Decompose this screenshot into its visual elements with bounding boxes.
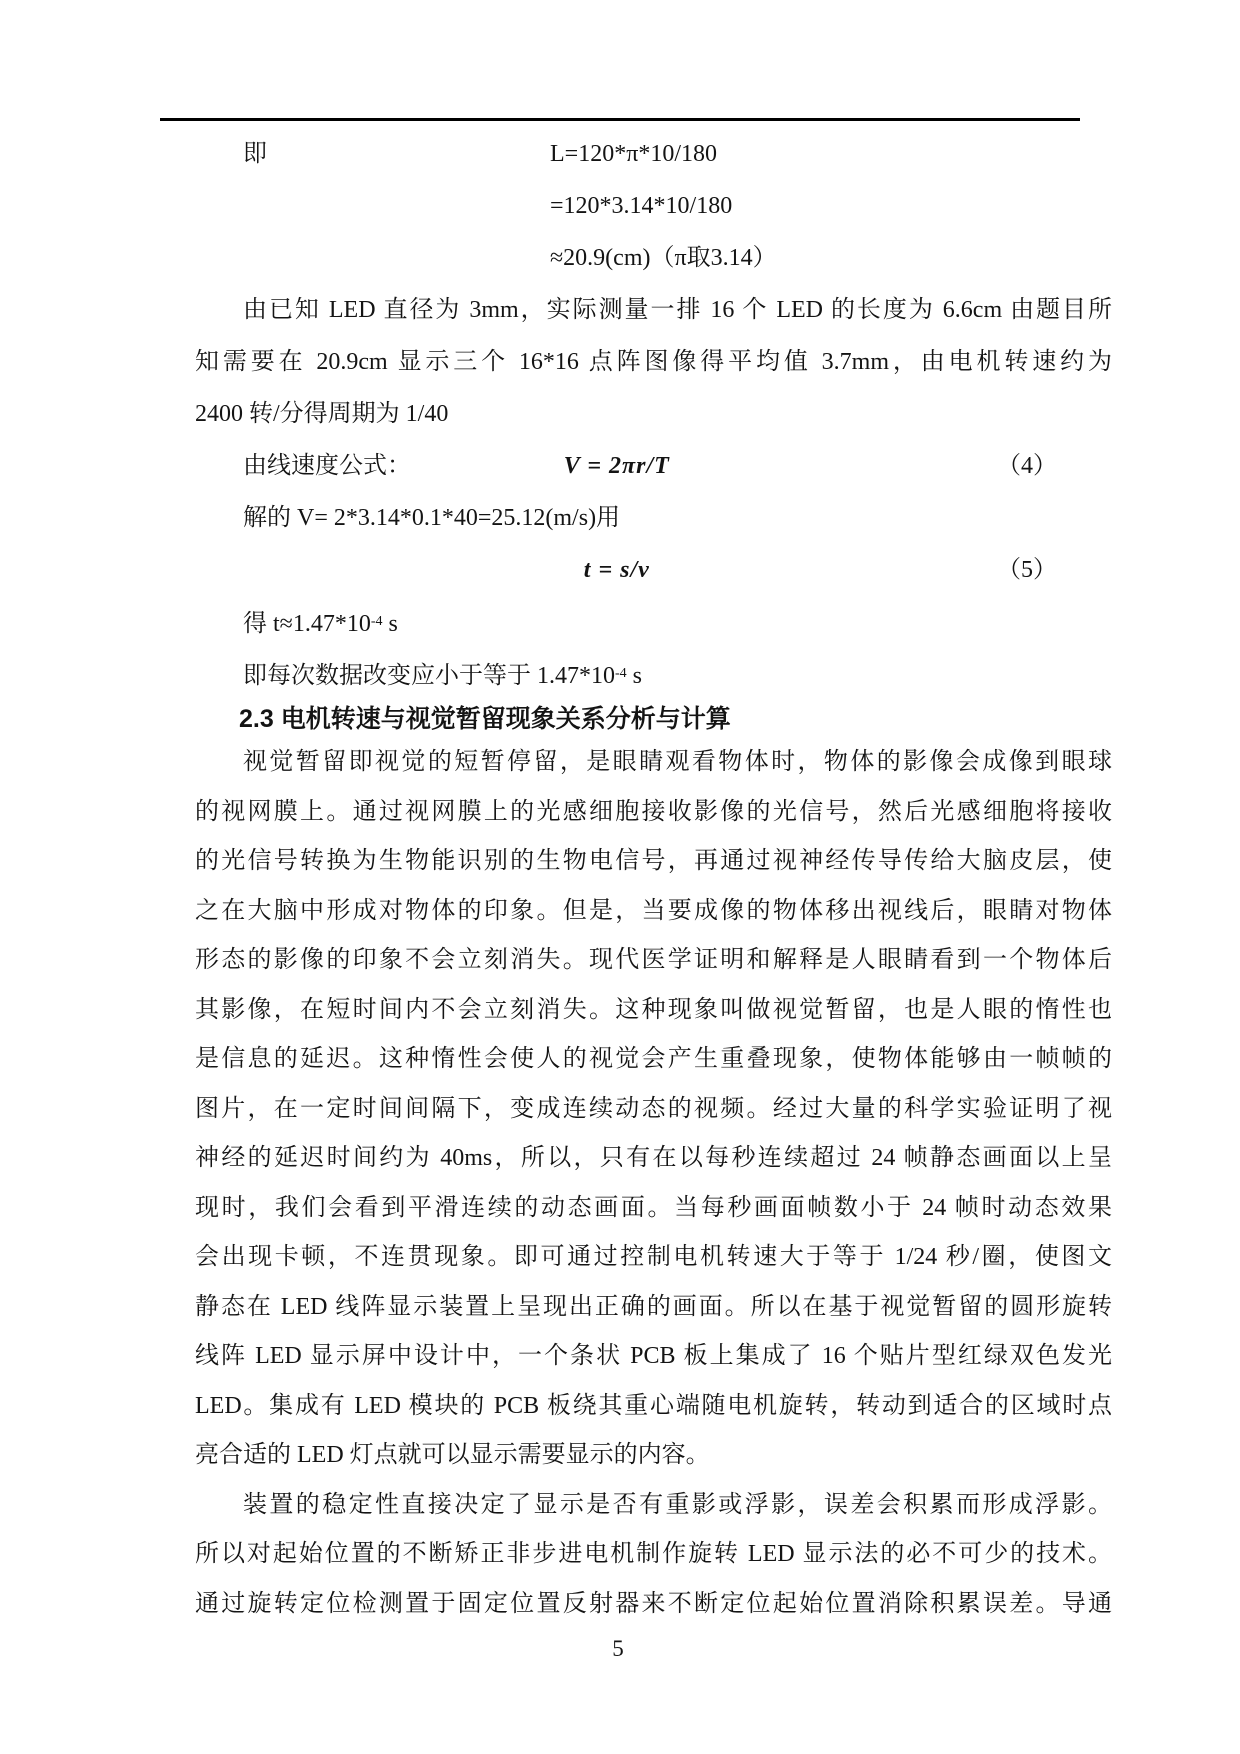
body-paragraph-line: 形态的影像的印象不会立刻消失。现代医学证明和解释是人眼睛看到一个物体后 <box>195 947 1112 973</box>
conclusion-line <box>195 648 1112 700</box>
equation-5-row <box>195 544 1112 596</box>
equation-5-formula: t = s/v <box>583 557 650 583</box>
body-paragraph-line: 现时，我们会看到平滑连续的动态画面。当每秒画面帧数小于 24 帧时动态效果 <box>195 1194 1112 1221</box>
body-paragraph-line: 静态在 LED 线阵显示装置上呈现出正确的画面。所以在基于视觉暂留的圆形旋转 <box>195 1293 1112 1320</box>
section-heading-2-3: 2.3 电机转速与视觉暂留现象关系分析与计算 <box>239 705 731 733</box>
body-paragraph-line: 神经的延迟时间约为 40ms，所以，只有在以每秒连续超过 24 帧静态画面以上呈 <box>195 1145 1112 1171</box>
body-paragraph-line: 其影像，在短时间内不会立刻消失。这种现象叫做视觉暂留，也是人眼的惰性也 <box>195 996 1112 1023</box>
paragraph-led-line2: 知需要在 20.9cm 显示三个 16*16 点阵图像得平均值 3.7mm，由电机转速约为 <box>195 349 1112 375</box>
body-paragraph-line: LED。集成有 LED 模块的 PCB 板绕其重心端随电机旋转，转动到适合的区域时点 <box>195 1392 1112 1419</box>
body-paragraph-line: 之在大脑中形成对物体的印象。但是，当要成像的物体移出视线后，眼睛对物体 <box>195 897 1112 924</box>
page-number: 5 <box>612 1636 624 1661</box>
body-paragraph-line: 是信息的延迟。这种惰性会使人的视觉会产生重叠现象，使物体能够由一帧帧的 <box>195 1046 1112 1072</box>
body-paragraph-line: 会出现卡顿，不连贯现象。即可通过控制电机转速大于等于 1/24 秒/圈，使图文 <box>195 1244 1112 1270</box>
conclusion-prefix: 即每次数据改变应小于等于 1.47*10 <box>243 663 615 689</box>
equation-5-number: （5） <box>997 557 1057 583</box>
stability-paragraph-line: 所以对起始位置的不断矫正非步进电机制作旋转 LED 显示法的必不可少的技术。 <box>195 1541 1112 1567</box>
equation-l-step2: =120*3.14*10/180 <box>550 193 733 219</box>
paragraph-led-line3: 2400 转/分得周期为 1/40 <box>195 401 449 427</box>
page-content <box>195 121 1112 1629</box>
ji-label: 即 <box>243 141 267 167</box>
body-paragraph-line: 的视网膜上。通过视网膜上的光感细胞接收影像的光信号，然后光感细胞将接收 <box>195 798 1112 825</box>
equation-l: L=120*π*10/180 <box>550 141 717 167</box>
body-paragraph-line: 的光信号转换为生物能识别的生物电信号，再通过视神经传导传给大脑皮层，使 <box>195 848 1112 874</box>
equation-4-label: 由线速度公式： <box>243 453 411 479</box>
conclusion-exponent: -4 <box>615 666 627 681</box>
equation-line-ji <box>195 128 1112 180</box>
equation-4-formula: V = 2πr/T <box>563 453 670 479</box>
body-paragraph-line: 图片，在一定时间间隔下，变成连续动态的视频。经过大量的科学实验证明了视 <box>195 1095 1112 1122</box>
equation-4-row <box>195 440 1112 492</box>
result-t-exponent: -4 <box>370 614 383 629</box>
result-t-prefix: 得 t≈1.47*10 <box>243 611 371 637</box>
paragraph-led-line1: 由已知 LED 直径为 3mm，实际测量一排 16 个 LED 的长度为 6.6cm 由题目所 <box>243 297 1112 323</box>
stability-paragraph-line: 装置的稳定性直接决定了显示是否有重影或浮影，误差会积累而形成浮影。 <box>243 1491 1112 1518</box>
stability-paragraph-line: 通过旋转定位检测置于固定位置反射器来不断定位起始位置消除积累误差。导通 <box>195 1590 1112 1617</box>
body-paragraph-line: 视觉暂留即视觉的短暂停留，是眼睛观看物体时，物体的影像会成像到眼球 <box>243 749 1112 775</box>
equation-l-result: ≈20.9(cm)（π取3.14） <box>550 245 777 271</box>
result-t-suffix: s <box>382 611 398 637</box>
result-t-line <box>195 596 1112 648</box>
body-paragraph-line: 线阵 LED 显示屏中设计中，一个条状 PCB 板上集成了 16 个贴片型红绿双色发光 <box>195 1343 1112 1369</box>
solve-v-line: 解的 V= 2*3.14*0.1*40=25.12(m/s)用 <box>243 505 621 531</box>
equation-4-number: （4） <box>997 453 1057 479</box>
conclusion-suffix: s <box>626 663 643 689</box>
body-paragraph-line: 亮合适的 LED 灯点就可以显示需要显示的内容。 <box>195 1442 710 1468</box>
